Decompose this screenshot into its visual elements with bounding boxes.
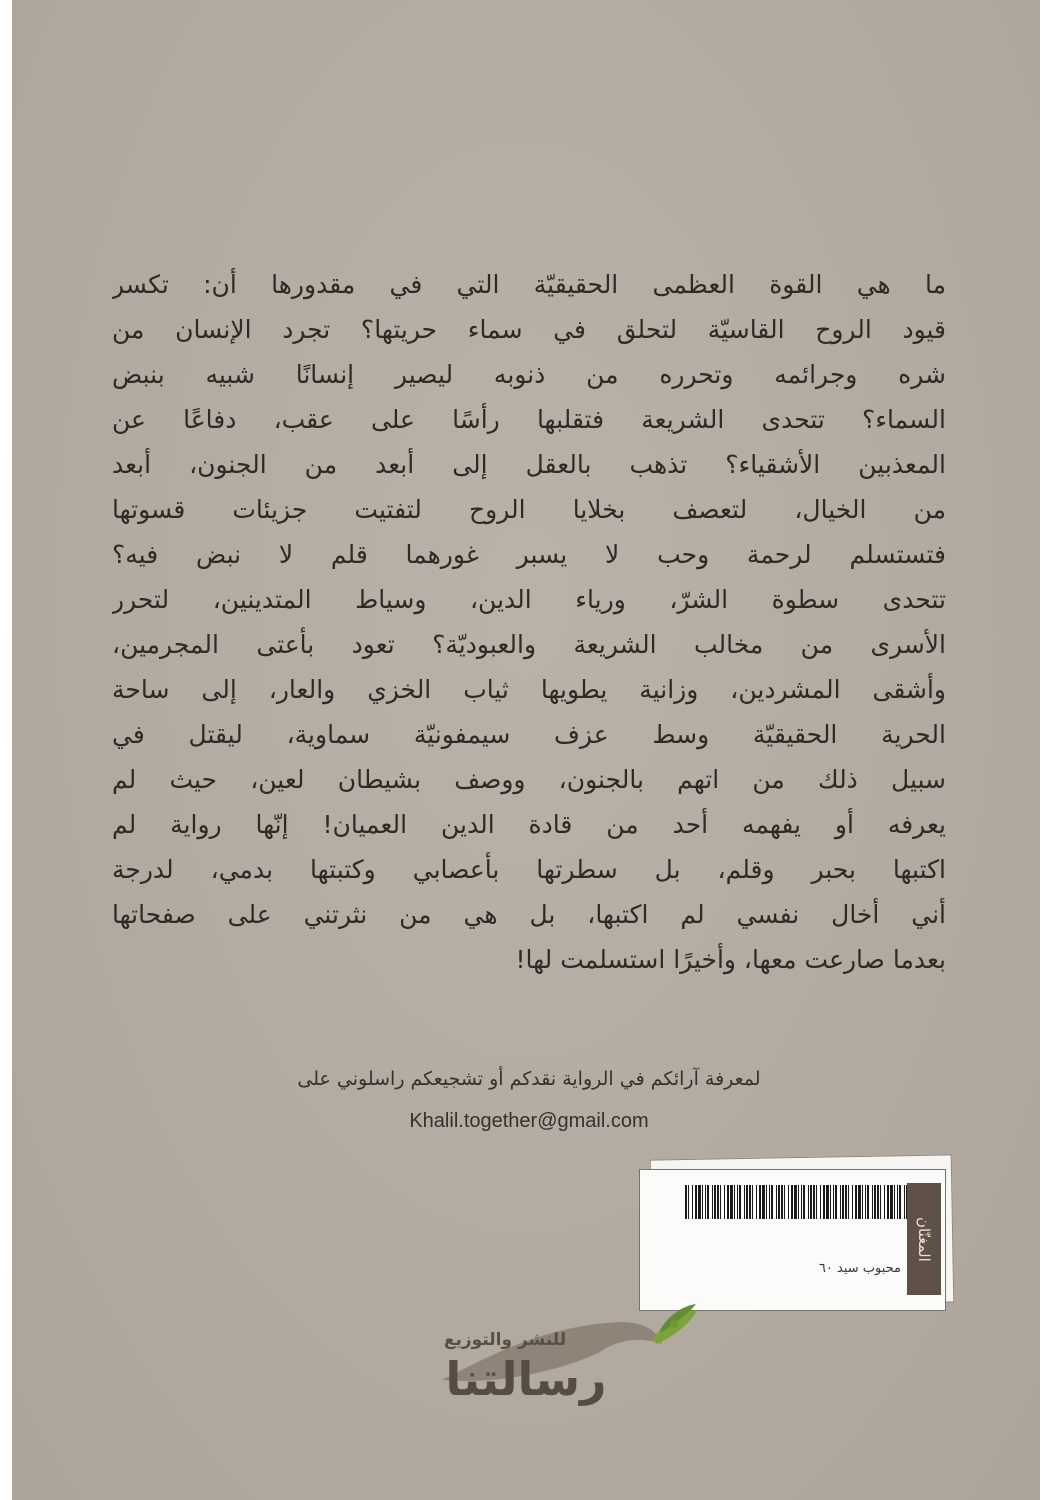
author-email[interactable]: Khalil.together@gmail.com	[409, 1110, 649, 1132]
blurb-line: قيود الروح القاسيّة لتحلق في سماء حريتها؟ تجرد الإنسان من	[112, 315, 946, 344]
blurb-paragraph	[112, 262, 946, 982]
blurb-line: يعرفه أو يفهمه أحد من قادة الدين العميان! إنّها رواية لم	[112, 810, 946, 839]
contact-text: لمعرفة آرائكم في الرواية نقدكم أو تشجيعكم راسلوني على	[297, 1068, 761, 1090]
publisher-tagline: للنشر والتوزيع	[443, 1330, 567, 1350]
blurb-line: ما هي القوة العظمى الحقيقيّة التي في مقدورها أن: تكسر	[112, 270, 946, 299]
price-tag: المغنّان	[907, 1183, 941, 1295]
blurb-line: أني أخال نفسي لم اكتبها، بل هي من نثرتني على صفحاتها	[112, 900, 946, 929]
blurb-line: الحرية الحقيقيّة وسط عزف سيمفونيّة سماوية، ليقتل في	[112, 720, 946, 749]
blurb-line: فتستسلم لرحمة وحب لا يسبر غورهما قلم لا نبض فيه؟	[112, 540, 946, 569]
blurb-line: بعدما صارعت معها، وأخيرًا استسلمت لها!	[515, 945, 946, 974]
blurb-line: الأسرى من مخالب الشريعة والعبوديّة؟ تعود بأعتى المجرمين،	[112, 630, 946, 659]
publisher-logo	[412, 1300, 712, 1420]
publisher-name: رسالتنا	[445, 1352, 607, 1406]
blurb-line: المعذبين الأشقياء؟ تذهب بالعقل إلى أبعد من الجنون، أبعد	[112, 450, 946, 479]
barcode-icon	[685, 1185, 907, 1219]
back-cover	[12, 0, 1040, 1500]
barcode-sticker	[639, 1163, 954, 1313]
blurb-line: سبيل ذلك من اتهم بالجنون، ووصف بشيطان لعين، حيث لم	[112, 765, 946, 794]
blurb-line: السماء؟ تتحدى الشريعة فتقلبها رأسًا على عقب، دفاعًا عن	[112, 405, 946, 434]
blurb-line: تتحدى سطوة الشرّ، ورياء الدين، وسياط المتدينين، لتحرر	[112, 585, 946, 614]
blurb-line: من الخيال، لتعصف بخلايا الروح لتفتيت جزيئات قسوتها	[112, 495, 946, 524]
blurb-line: وأشقى المشردين، وزانية يطويها ثياب الخزي والعار، إلى ساحة	[112, 675, 946, 704]
blurb-line: شره وجرائمه وتحرره من ذنوبه ليصير إنسانًا شبيه بنبض	[112, 360, 946, 389]
sticker-caption: محبوب سيد ٦٠	[818, 1261, 901, 1276]
blurb-line: اكتبها بحبر وقلم، بل سطرتها بأعصابي وكتبتها بدمي، لدرجة	[112, 855, 946, 884]
